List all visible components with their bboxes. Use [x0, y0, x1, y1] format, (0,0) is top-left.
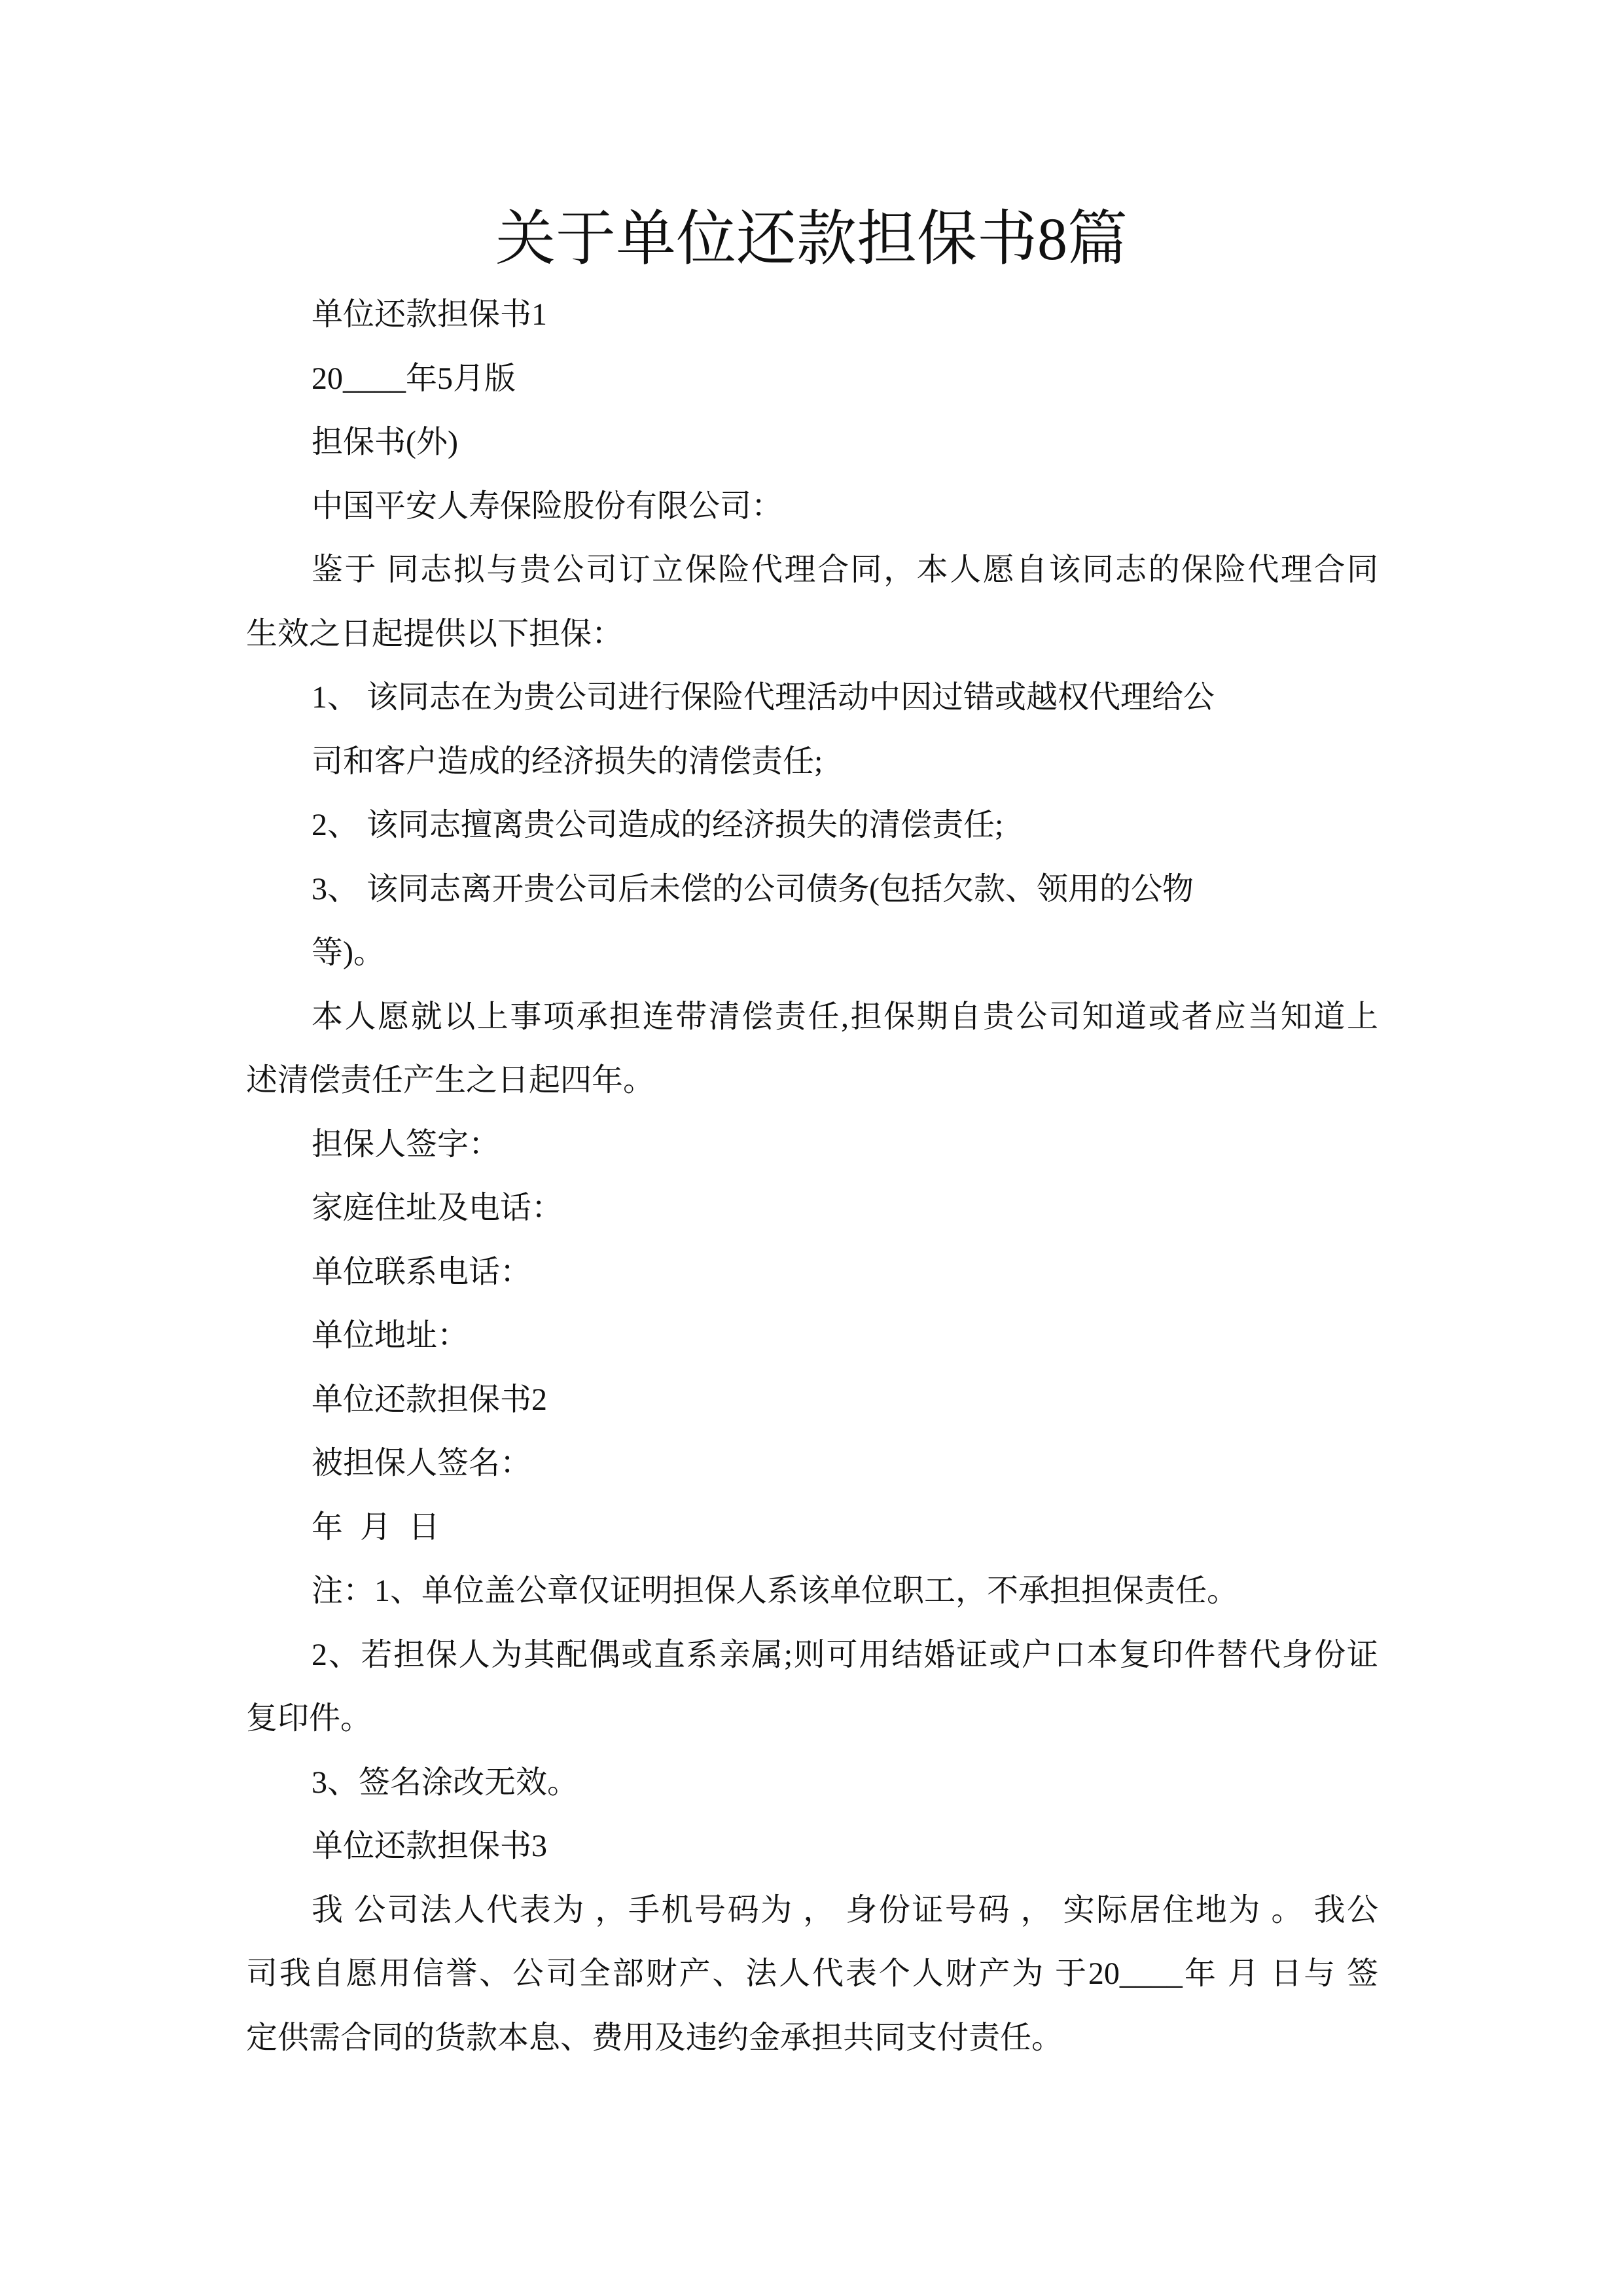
- section-heading: 单位还款担保书3: [312, 1829, 548, 1863]
- note-line: 注：1、单位盖公章仅证明担保人系该单位职工，不承担担保责任。: [312, 1573, 1239, 1608]
- paragraph-line: 述清偿责任产生之日起四年。: [246, 1063, 655, 1098]
- list-item-continued: 等)。: [312, 935, 385, 970]
- document-title: 关于单位还款担保书8篇: [495, 206, 1128, 272]
- note-line: 2、若担保人为其配偶或直系亲属;则可用结婚证或户口本复印件替代身份证: [312, 1637, 1378, 1672]
- signature-field: 担保人签字：: [312, 1126, 501, 1162]
- version-line: 20____年5月版: [312, 361, 516, 396]
- address-phone-field: 家庭住址及电话：: [312, 1191, 563, 1225]
- list-item: 1、 该同志在为贵公司进行保险代理活动中因过错或越权代理给公: [312, 680, 1215, 715]
- paragraph-line: 本人愿就以上事项承担连带清偿责任,担保期自贵公司知道或者应当知道上: [312, 999, 1378, 1034]
- note-line: 复印件。: [246, 1701, 372, 1736]
- list-item: 3、 该同志离开贵公司后未偿的公司债务(包括欠款、领用的公物: [312, 871, 1194, 906]
- paragraph-line: 定供需合同的货款本息、费用及违约金承担共同支付责任。: [246, 2020, 1063, 2055]
- doc-subtitle: 担保书(外): [312, 425, 458, 459]
- list-item-continued: 司和客户造成的经济损失的清偿责任;: [312, 744, 823, 779]
- date-field: 年 月 日: [312, 1509, 440, 1545]
- section-heading: 单位还款担保书2: [312, 1382, 548, 1417]
- note-line: 3、签名涂改无效。: [312, 1765, 579, 1800]
- paragraph-line: 生效之日起提供以下担保：: [246, 616, 624, 651]
- signature-field: 被担保人签名：: [312, 1446, 532, 1480]
- paragraph-line: 司我自愿用信誉、公司全部财产、法人代表个人财产为 于20____年 月 日与 签: [246, 1956, 1378, 1991]
- work-address-field: 单位地址：: [312, 1318, 469, 1353]
- list-item: 2、 该同志擅离贵公司造成的经济损失的清偿责任;: [312, 808, 1004, 842]
- paragraph-line: 我 公司法人代表为 ，手机号码为 ， 身份证号码 ， 实际居住地为 。 我公: [312, 1892, 1378, 1928]
- section-heading: 单位还款担保书1: [312, 297, 548, 332]
- addressee: 中国平安人寿保险股份有限公司：: [312, 488, 783, 524]
- paragraph-line: 鉴于 同志拟与贵公司订立保险代理合同，本人愿自该同志的保险代理合同: [312, 552, 1378, 587]
- document-body: [246, 283, 1378, 2070]
- work-phone-field: 单位联系电话：: [312, 1254, 532, 1289]
